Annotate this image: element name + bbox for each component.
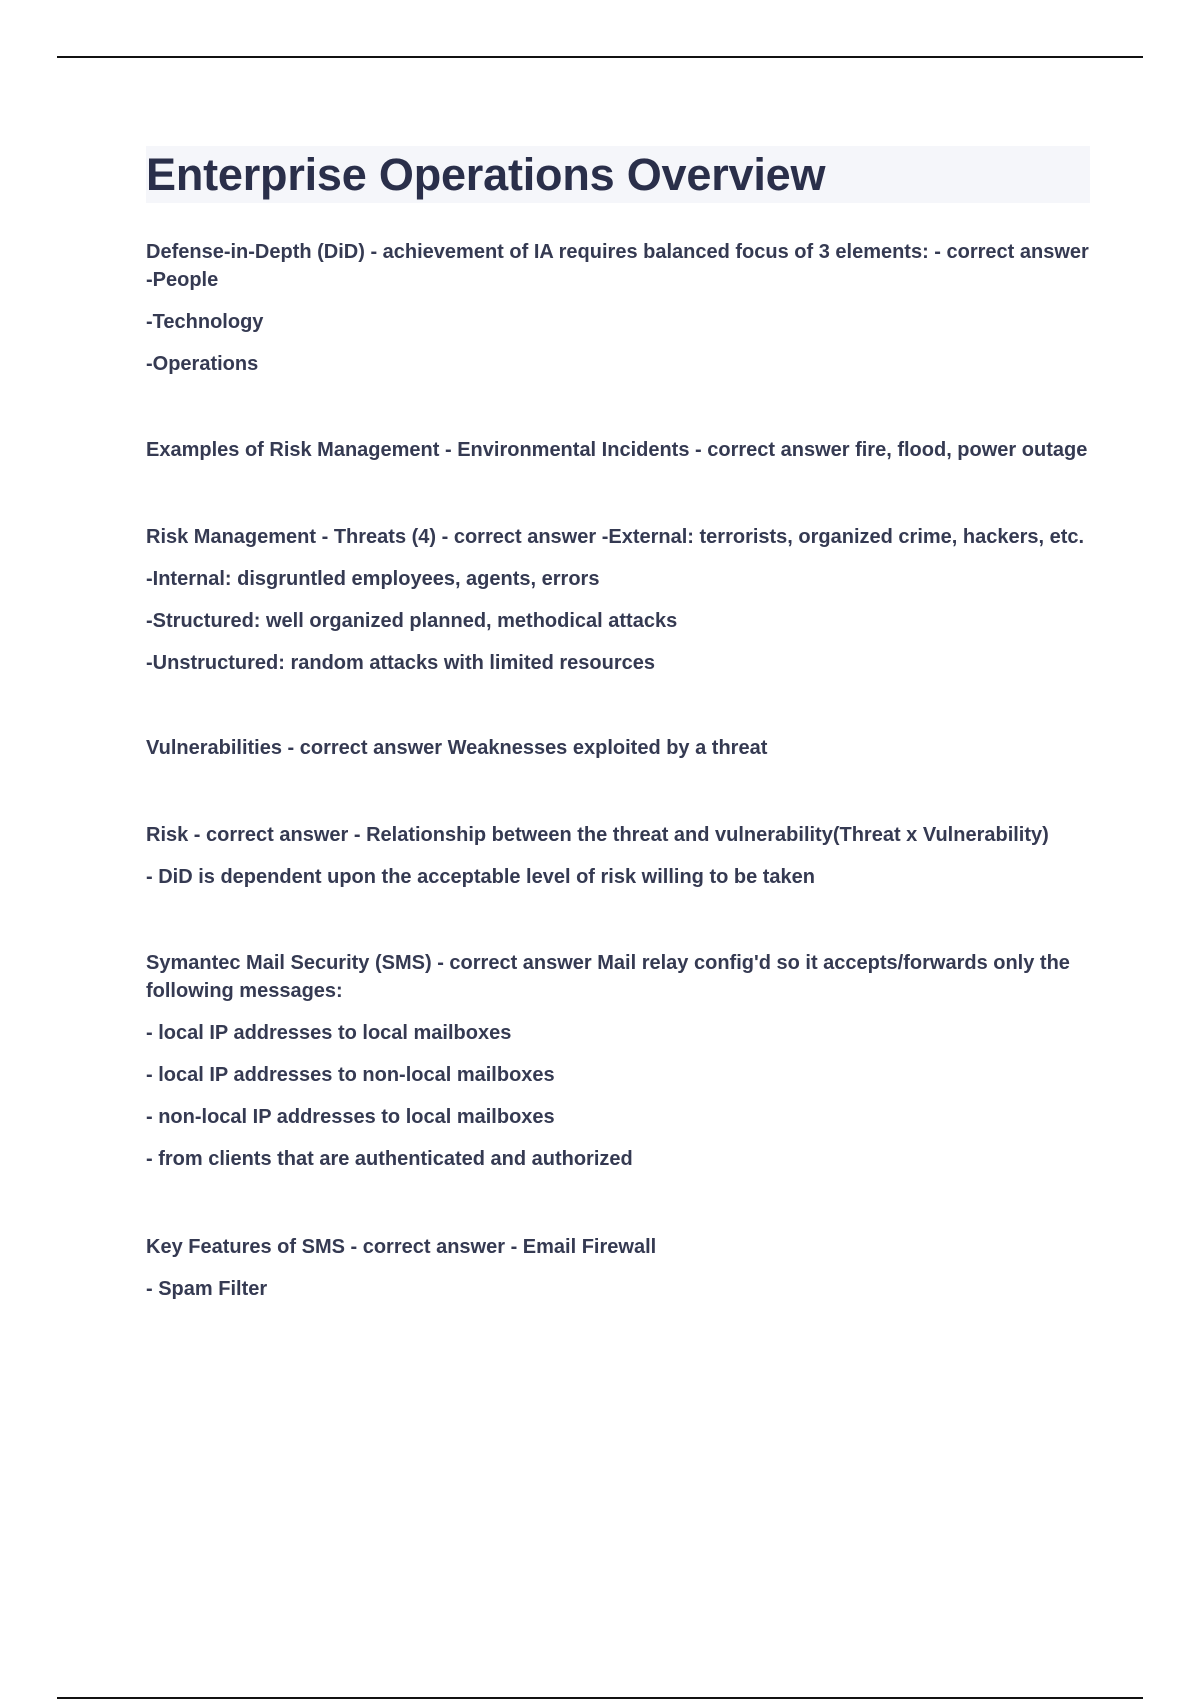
entry-text: - local IP addresses to local mailboxes bbox=[146, 1022, 512, 1044]
entry-text: - non-local IP addresses to local mailboxes bbox=[146, 1106, 555, 1128]
entry-text: Risk - correct answer - Relationship between the threat and vulnerability(Threat x Vulnerability) bbox=[146, 824, 1049, 846]
entry-text: -Operations bbox=[146, 353, 259, 375]
page-title: Enterprise Operations Overview bbox=[146, 146, 1090, 203]
entry-text: - DiD is dependent upon the acceptable level of risk willing to be taken bbox=[146, 866, 816, 888]
entry-text: - Spam Filter bbox=[146, 1278, 268, 1300]
entry-text: - from clients that are authenticated and authorized bbox=[146, 1148, 633, 1170]
entry-text: Examples of Risk Management - Environmental Incidents - correct answer fire, flood, power outage bbox=[146, 439, 1088, 461]
entry-text: Vulnerabilities - correct answer Weaknesses exploited by a threat bbox=[146, 737, 768, 759]
document-body bbox=[146, 146, 1090, 1303]
entry-text: Defense-in-Depth (DiD) - achievement of IA requires balanced focus of 3 elements: - correct answer -People bbox=[146, 241, 1089, 291]
entry-vulnerabilities bbox=[146, 734, 1090, 762]
entry-risk-threats bbox=[146, 523, 1090, 677]
entry-risk bbox=[146, 821, 1090, 891]
top-page-rule bbox=[57, 56, 1143, 58]
entry-symantec-mail-security bbox=[146, 949, 1090, 1173]
entry-text: -Structured: well organized planned, methodical attacks bbox=[146, 610, 678, 632]
entry-text: -Unstructured: random attacks with limited resources bbox=[146, 652, 656, 674]
entry-defense-in-depth bbox=[146, 238, 1090, 378]
entry-text: Risk Management - Threats (4) - correct answer -External: terrorists, organized crime, hackers, etc. bbox=[146, 526, 1085, 548]
entry-text: Symantec Mail Security (SMS) - correct answer Mail relay config'd so it accepts/forwards only the following messages: bbox=[146, 952, 1070, 1002]
entry-text: - local IP addresses to non-local mailboxes bbox=[146, 1064, 555, 1086]
bottom-page-rule bbox=[57, 1697, 1143, 1699]
entry-text: -Internal: disgruntled employees, agents, errors bbox=[146, 568, 600, 590]
entry-environmental-incidents bbox=[146, 436, 1090, 464]
entry-sms-key-features bbox=[146, 1233, 1090, 1303]
entry-text: Key Features of SMS - correct answer - Email Firewall bbox=[146, 1236, 657, 1258]
entry-text: -Technology bbox=[146, 311, 264, 333]
